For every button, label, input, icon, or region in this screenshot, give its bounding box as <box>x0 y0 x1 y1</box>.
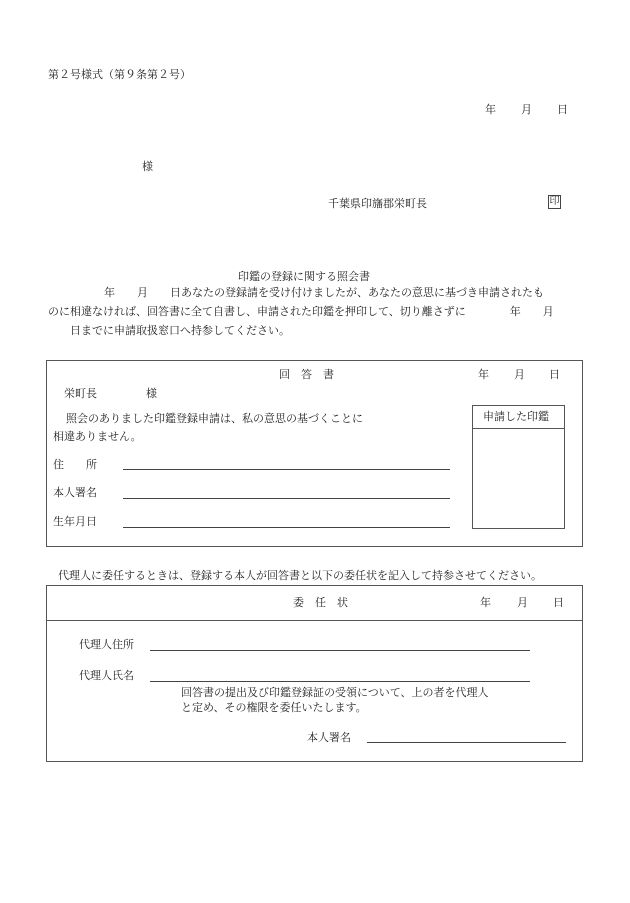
reply-statement-line-2: 相違ありません。 <box>53 430 142 443</box>
seal-box-divider <box>472 428 565 429</box>
header-date-year: 年 <box>485 103 496 116</box>
form-number: 第２号様式（第９条第２号） <box>48 68 191 81</box>
issuer: 千葉県印旛郡栄町長 <box>328 197 427 210</box>
addressee-suffix: 様 <box>142 160 153 173</box>
reply-to: 栄町長 <box>64 387 97 400</box>
proxy-notice: 代理人に委任するときは、登録する本人が回答書と以下の委任状を記入して持参させてください。 <box>58 569 542 582</box>
birthdate-label: 生年月日 <box>53 515 97 528</box>
inquiry-line-2: のに相違なければ、回答書に全て自書し、申請された印鑑を押印して、切り離さずに 年 月 <box>48 305 554 318</box>
reply-title: 回 答 書 <box>279 368 334 381</box>
delegation-signature-field[interactable] <box>367 742 566 743</box>
inquiry-text <box>48 283 554 340</box>
reply-to-suffix: 様 <box>146 387 157 400</box>
address-field[interactable] <box>123 469 450 470</box>
seal-mark: 印 <box>549 196 560 207</box>
birthdate-field[interactable] <box>123 527 450 528</box>
reply-date-day: 日 <box>549 368 560 381</box>
agent-address-label: 代理人住所 <box>79 638 134 651</box>
reply-date-month: 月 <box>514 368 525 381</box>
delegation-date-day: 日 <box>553 596 564 609</box>
delegation-date-month: 月 <box>517 596 528 609</box>
delegation-divider <box>46 620 583 621</box>
header-date-month: 月 <box>521 103 532 116</box>
reply-date-year: 年 <box>478 368 489 381</box>
delegation-date-year: 年 <box>480 596 491 609</box>
page-title: 印鑑の登録に関する照会書 <box>238 270 370 283</box>
address-label: 住 所 <box>53 458 97 471</box>
delegation-statement-line-2: と定め、その権限を委任いたします。 <box>181 701 367 714</box>
agent-name-field[interactable] <box>150 681 530 682</box>
delegation-statement-line-1: 回答書の提出及び印鑑登録証の受領について、上の者を代理人 <box>181 686 489 699</box>
signature-label: 本人署名 <box>53 486 97 499</box>
delegation-title: 委 任 状 <box>293 596 348 609</box>
reply-statement-line-1: 照会のありました印鑑登録申請は、私の意思の基づくことに <box>66 412 363 425</box>
agent-address-field[interactable] <box>150 650 530 651</box>
inquiry-line-3: 日までに申請取扱窓口へ持参してください。 <box>70 324 290 337</box>
agent-name-label: 代理人氏名 <box>79 669 134 682</box>
seal-box-label: 申請した印鑑 <box>483 410 549 423</box>
delegation-signature-label: 本人署名 <box>307 731 351 744</box>
header-date-day: 日 <box>557 103 568 116</box>
signature-field[interactable] <box>123 498 450 499</box>
inquiry-line-1: 年 月 日あなたの登録請を受け付けましたが、あなたの意思に基づき申請されたも <box>104 286 544 299</box>
